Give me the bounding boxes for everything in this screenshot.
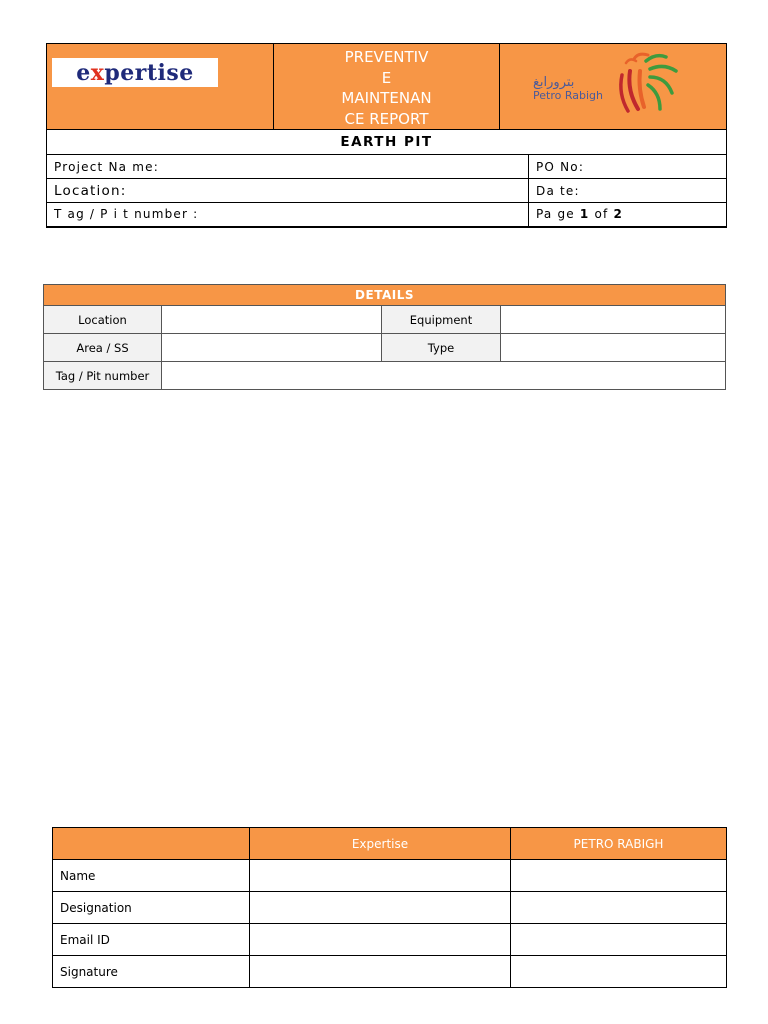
- report-header: [46, 43, 727, 155]
- expertise-logo: e x pertise: [52, 58, 218, 87]
- expertise-signature-input[interactable]: [250, 956, 511, 988]
- signoff-header-blank: [53, 828, 250, 860]
- po-number-field[interactable]: PO No:: [529, 155, 727, 179]
- date-field[interactable]: Da te:: [529, 179, 727, 203]
- location-input[interactable]: [162, 306, 382, 334]
- report-info: [46, 154, 727, 228]
- tag-pit-field[interactable]: T ag / P i t number :: [47, 203, 529, 227]
- location-field[interactable]: Location:: [47, 179, 529, 203]
- petro-email-input[interactable]: [511, 924, 727, 956]
- expertise-name-input[interactable]: [250, 860, 511, 892]
- report-subtitle: EARTH PIT: [47, 130, 727, 155]
- expertise-email-input[interactable]: [250, 924, 511, 956]
- signoff-row-label: Email ID: [53, 924, 250, 956]
- equipment-input[interactable]: [501, 306, 726, 334]
- area-label: Area / SS: [44, 334, 162, 362]
- equipment-label: Equipment: [382, 306, 501, 334]
- area-input[interactable]: [162, 334, 382, 362]
- petro-rabigh-wordmark: بترورابغ Petro Rabigh: [533, 75, 603, 102]
- petro-signature-input[interactable]: [511, 956, 727, 988]
- type-input[interactable]: [501, 334, 726, 362]
- tag-pit-input[interactable]: [162, 362, 726, 390]
- signoff-row-label: Name: [53, 860, 250, 892]
- report-title: PREVENTIV E MAINTENAN CE REPORT: [274, 44, 500, 130]
- signoff-row-label: Designation: [53, 892, 250, 924]
- details-table: [43, 284, 726, 390]
- signoff-header-petro: PETRO RABIGH: [511, 828, 727, 860]
- petro-rabigh-emblem-icon: [614, 49, 684, 121]
- signoff-header-expertise: Expertise: [250, 828, 511, 860]
- project-name-field[interactable]: Project Na me:: [47, 155, 529, 179]
- tag-pit-label: Tag / Pit number: [44, 362, 162, 390]
- expertise-designation-input[interactable]: [250, 892, 511, 924]
- details-heading: DETAILS: [44, 285, 726, 306]
- petro-name-input[interactable]: [511, 860, 727, 892]
- page-indicator: Pa ge 1 of 2: [529, 203, 727, 227]
- location-label: Location: [44, 306, 162, 334]
- logo-cell: [47, 44, 274, 130]
- petro-rabigh-logo: [500, 44, 727, 130]
- type-label: Type: [382, 334, 501, 362]
- signoff-table: [52, 827, 727, 988]
- signoff-row-label: Signature: [53, 956, 250, 988]
- petro-designation-input[interactable]: [511, 892, 727, 924]
